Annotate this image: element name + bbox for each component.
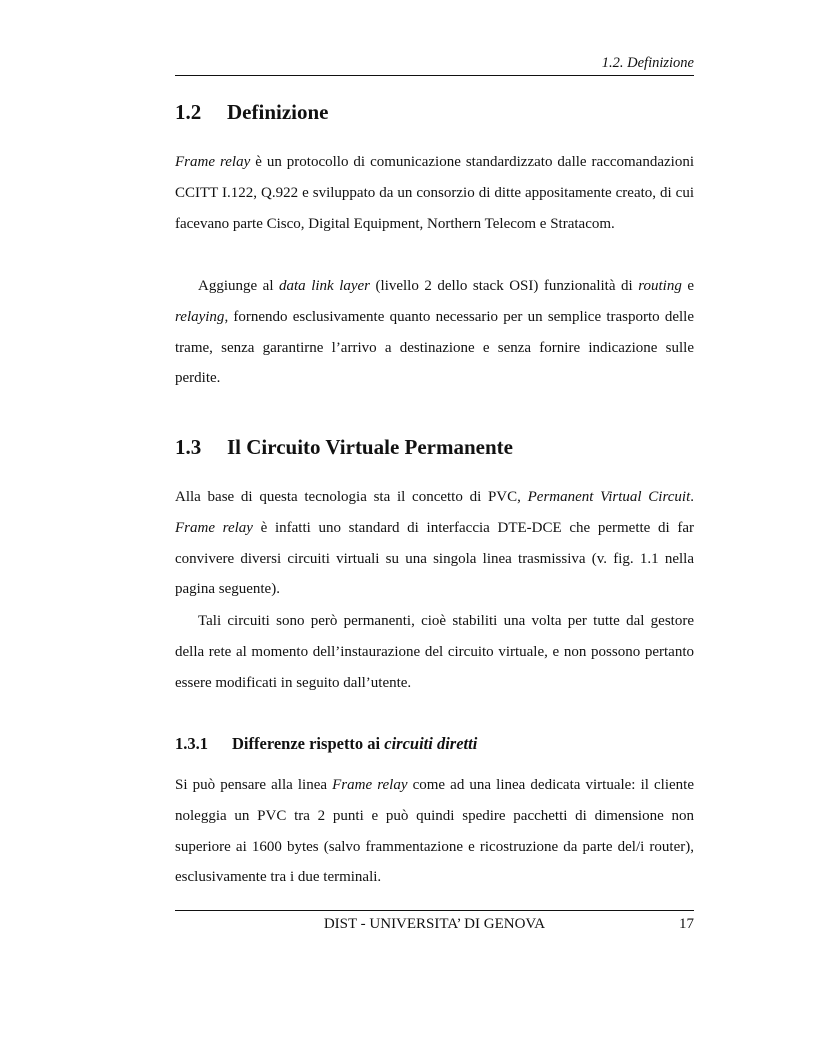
text-run: . — [690, 489, 694, 505]
footer-institution: DIST - UNIVERSITA’ DI GENOVA — [323, 916, 546, 932]
italic-text: relaying — [175, 308, 225, 325]
footer-rule — [175, 910, 694, 911]
italic-text: data link layer — [279, 278, 371, 294]
section-title: Definizione — [227, 100, 329, 124]
section-heading-1-3 — [175, 435, 513, 460]
subsection-title: Differenze rispetto ai — [232, 734, 385, 753]
text-run: Tali circuiti sono però permanenti, cioè stabiliti una volta per tutte dal gestore della rete al momento dell’instaurazione del circuito virtuale, e non possono pertanto essere modificati in seguito dall’utente. — [175, 613, 694, 691]
paragraph — [175, 770, 694, 893]
text-run: (livello 2 dello stack OSI) funzionalità di — [370, 278, 639, 294]
italic-text: Frame relay — [332, 777, 408, 793]
subsection-heading-1-3-1 — [175, 734, 477, 754]
italic-text: Permanent Virtual Circuit — [527, 489, 691, 505]
header-rule — [175, 75, 694, 76]
paragraph — [175, 271, 694, 394]
running-header: 1.2. Definizione — [601, 55, 694, 71]
text-run: e — [681, 278, 694, 294]
subsection-number: 1.3.1 — [175, 734, 208, 753]
page-number: 17 — [679, 916, 694, 932]
paragraph — [175, 482, 694, 605]
paragraph — [175, 606, 694, 698]
italic-text: Frame relay — [175, 519, 253, 536]
text-run: come ad una linea dedicata virtuale: il cliente noleggia un PVC tra 2 punti e può quindi spedire pacchetti di dimensione non superiore ai 1600 bytes (salvo frammentazione e ricostruzione da parte del/i router), esclusivamente tra i due terminali. — [175, 777, 694, 886]
text-run: Si può pensare alla linea — [175, 777, 333, 793]
paragraph — [175, 147, 694, 239]
text-run: è infatti uno standard di interfaccia DTE-DCE che permette di far convivere diversi circuiti virtuali su una singola linea trasmissiva (v. fig. 1.1 nella pagina seguente). — [175, 519, 695, 598]
section-number: 1.2 — [175, 100, 202, 124]
italic-text: routing — [638, 278, 682, 294]
text-run: Alla base di questa tecnologia sta il concetto di PVC, — [175, 489, 528, 505]
italic-text: Frame relay — [175, 154, 251, 170]
text-run: , fornendo esclusivamente quanto necessario per un semplice trasporto delle trame, senza garantirne l’arrivo a destinazione e senza fornire indicazione sulle perdite. — [175, 308, 694, 387]
text-run: Aggiunge al — [198, 278, 280, 294]
section-number: 1.3 — [175, 435, 202, 459]
text-run: è un protocollo di comunicazione standardizzato dalle raccomandazioni CCITT I.122, Q.922 e sviluppato da un consorzio di ditte appositamente creato, di cui facevano parte Cisco, Digital Equipment, Northern Telecom e Stratacom. — [175, 154, 694, 232]
subsection-title-italic: circuiti diretti — [384, 734, 478, 753]
section-title: Il Circuito Virtuale Permanente — [227, 435, 513, 459]
section-heading-1-2 — [175, 100, 328, 125]
